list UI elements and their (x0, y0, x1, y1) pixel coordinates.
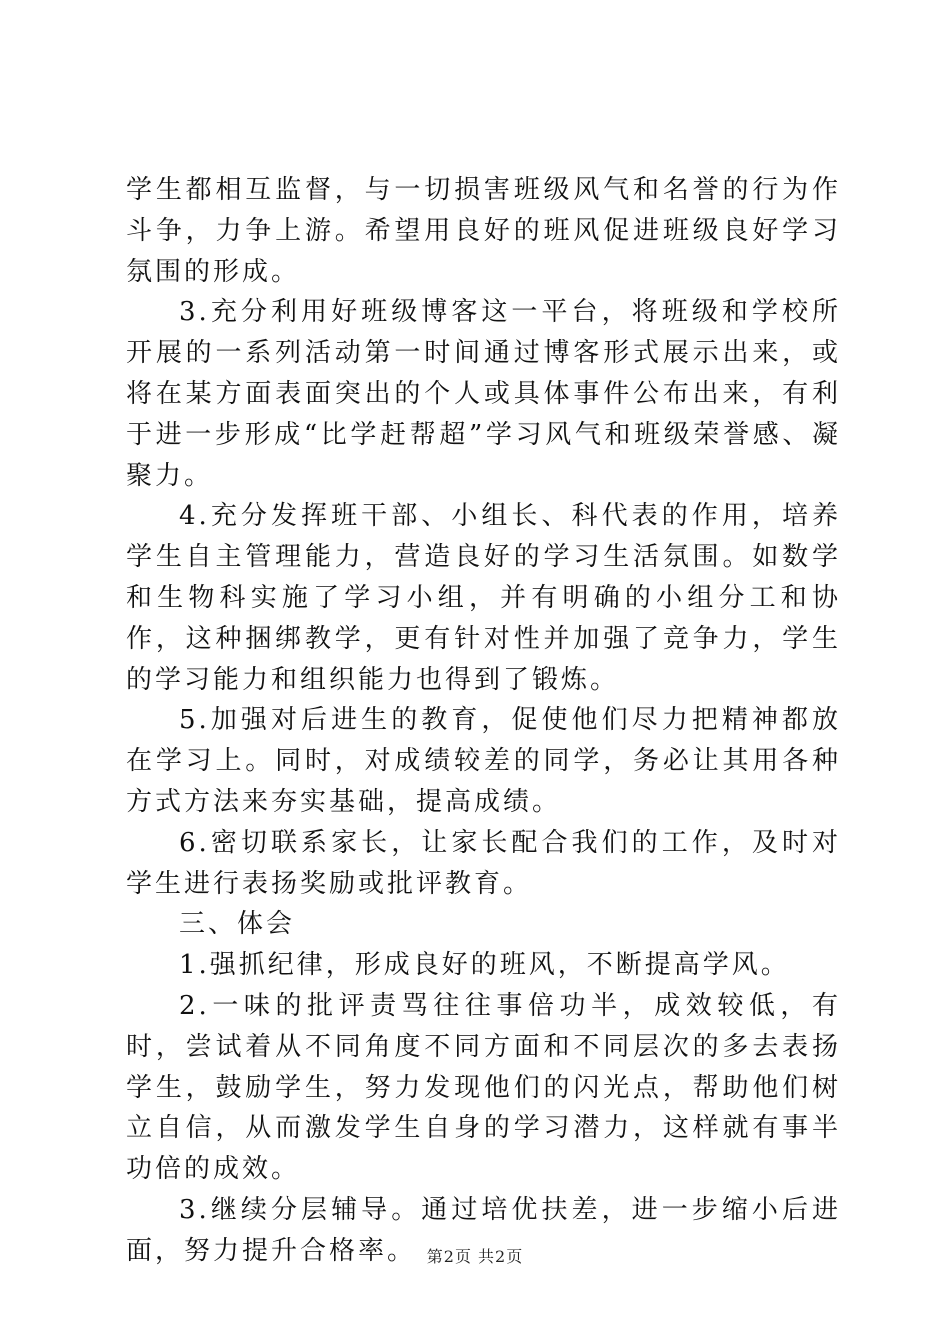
paragraph-item-6-parents: 6.密切联系家长，让家长配合我们的工作，及时对学生进行表扬奖励或批评教育。 (126, 827, 841, 899)
paragraph-reflection-1: 1.强抓纪律，形成良好的班风，不断提高学风。 (179, 950, 790, 981)
document-body (126, 170, 841, 1272)
paragraph-item-3-blog: 3.充分利用好班级博客这一平台，将班级和学校所开展的一系列活动第一时间通过博客形式展示出来，或将在某方面表面突出的个人或具体事件公布出来，有利于进一步形成“比学赶帮超”学习风气和班级荣誉感、凝聚力。 (126, 297, 841, 491)
page-number-footer: 第2页 共2页 (426, 1247, 524, 1266)
paragraph-item-4-class-leaders: 4.充分发挥班干部、小组长、科代表的作用，培养学生自主管理能力，营造良好的学习生活氛围。如数学和生物科实施了学习小组，并有明确的小组分工和协作，这种捆绑教学，更有针对性并加强了竞争力，学生的学习能力和组织能力也得到了锻炼。 (126, 501, 841, 695)
paragraph-item-5-struggling-students: 5.加强对后进生的教育，促使他们尽力把精神都放在学习上。同时，对成绩较差的同学，务必让其用各种方式方法来夯实基础，提高成绩。 (126, 705, 841, 817)
paragraph-reflection-2: 2.一味的批评责骂往往事倍功半，成效较低，有时，尝试着从不同角度不同方面和不同层次的多去表扬学生，鼓励学生，努力发现他们的闪光点，帮助他们树立自信，从而激发学生自身的学习潜力，这样就有事半功倍的成效。 (126, 990, 841, 1185)
paragraph-continuation: 学生都相互监督，与一切损害班级风气和名誉的行为作斗争，力争上游。希望用良好的班风促进班级良好学习氛围的形成。 (126, 175, 841, 287)
paragraph-reflection-3: 3.继续分层辅导。通过培优扶差，进一步缩小后进面，努力提升合格率。 (126, 1194, 841, 1266)
section-heading-reflections: 三、体会 (179, 909, 296, 940)
